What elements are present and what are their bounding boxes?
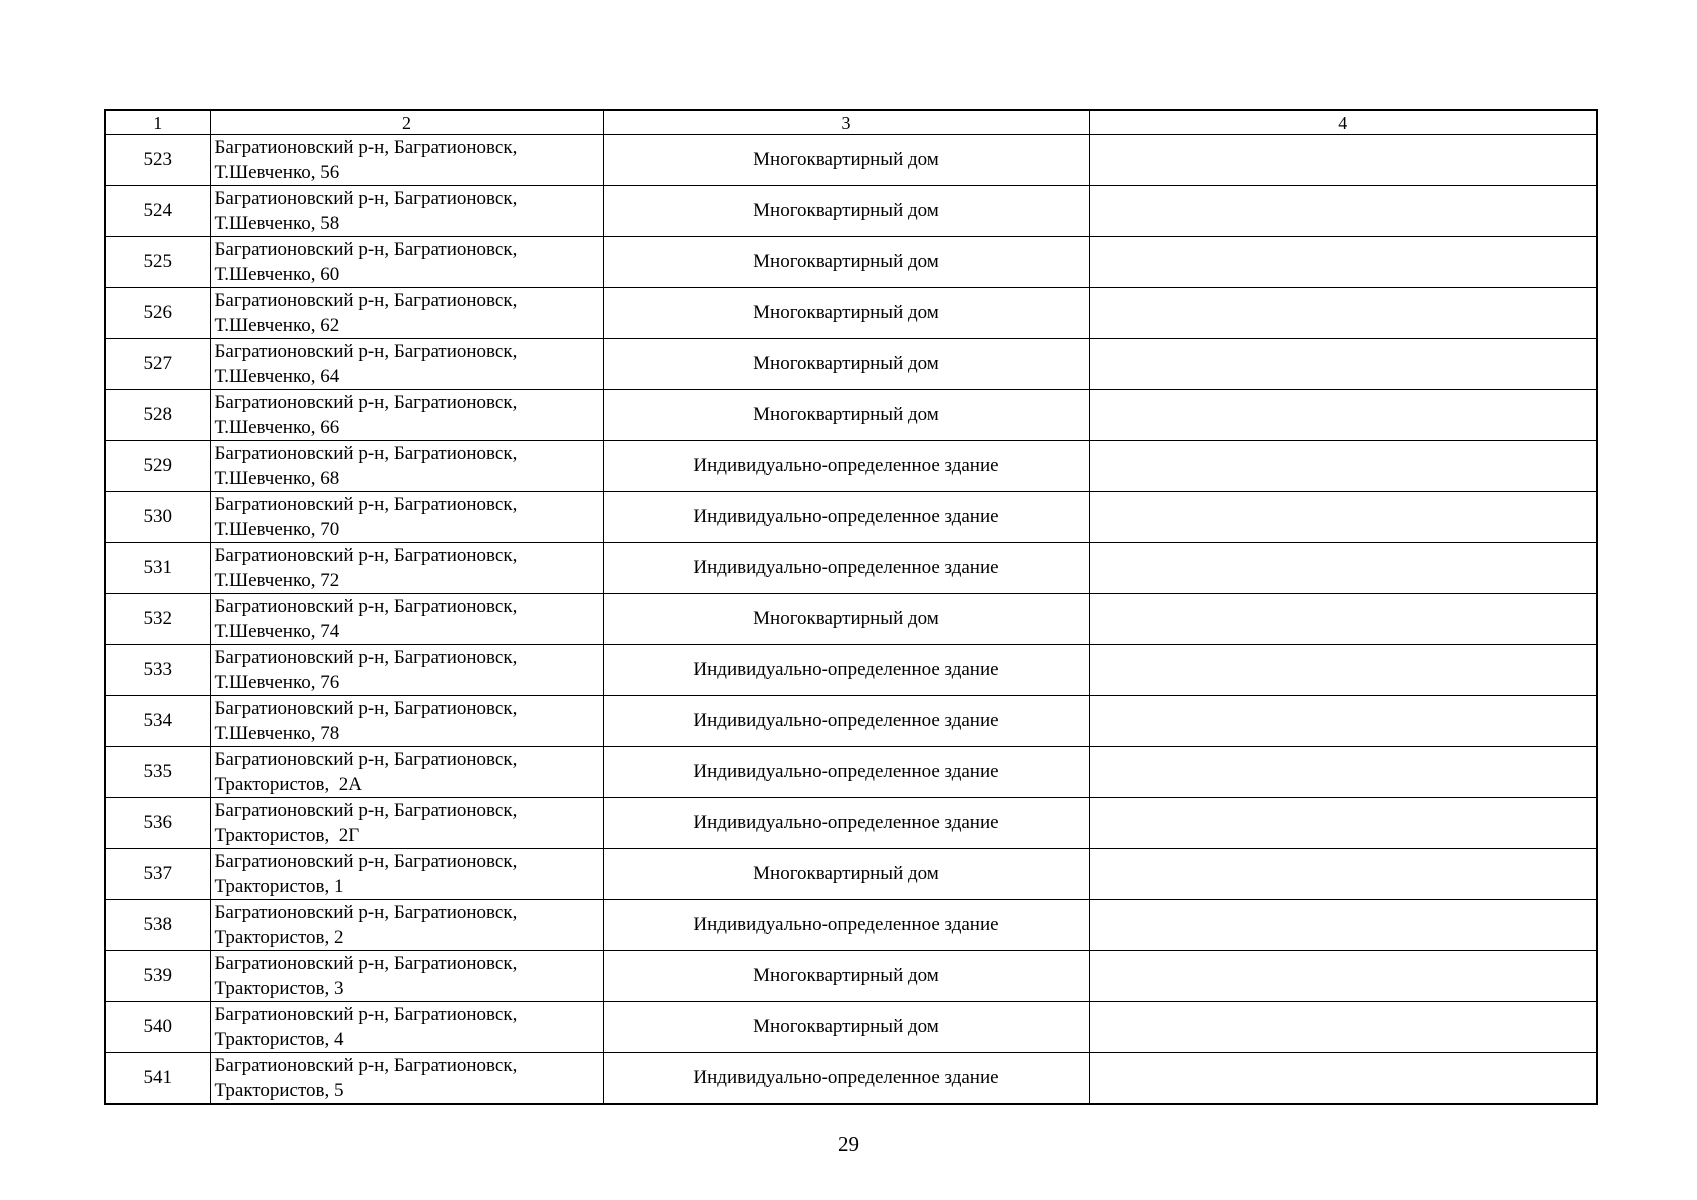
address-line-street: Трактористов, 2Г: [214, 825, 360, 846]
address-cell: [210, 696, 603, 747]
address-line-district: Багратионовский р-н, Багратионовск,: [214, 494, 518, 515]
row-number-cell: 534: [105, 696, 210, 747]
note-cell: [1089, 390, 1597, 441]
row-number-cell: 533: [105, 645, 210, 696]
address-line-street: Т.Шевченко, 60: [214, 264, 340, 285]
building-type-cell: Индивидуально-определенное здание: [603, 747, 1089, 798]
address-line-street: Т.Шевченко, 78: [214, 723, 340, 744]
table-row: [105, 441, 1597, 492]
table-row: [105, 1053, 1597, 1105]
page-number: 29: [838, 1132, 859, 1156]
building-type-cell: Многоквартирный дом: [603, 1002, 1089, 1053]
address-line-district: Багратионовский р-н, Багратионовск,: [214, 188, 518, 209]
address-line-district: Багратионовский р-н, Багратионовск,: [214, 1055, 518, 1076]
address-line-street: Т.Шевченко, 58: [214, 213, 340, 234]
address-line-district: Багратионовский р-н, Багратионовск,: [214, 341, 518, 362]
row-number-cell: 540: [105, 1002, 210, 1053]
table-row: [105, 645, 1597, 696]
row-number-cell: 538: [105, 900, 210, 951]
building-type-cell: Многоквартирный дом: [603, 288, 1089, 339]
address-line-street: Т.Шевченко, 62: [214, 315, 340, 336]
address-line-district: Багратионовский р-н, Багратионовск,: [214, 647, 518, 668]
address-cell: [210, 492, 603, 543]
address-cell: [210, 441, 603, 492]
table-header-row: [105, 110, 1597, 135]
row-number-cell: 529: [105, 441, 210, 492]
address-cell: [210, 849, 603, 900]
note-cell: [1089, 492, 1597, 543]
table-row: [105, 1002, 1597, 1053]
table-row: [105, 543, 1597, 594]
note-cell: [1089, 951, 1597, 1002]
address-line-district: Багратионовский р-н, Багратионовск,: [214, 698, 518, 719]
note-cell: [1089, 798, 1597, 849]
building-type-cell: Многоквартирный дом: [603, 390, 1089, 441]
address-line-district: Багратионовский р-н, Багратионовск,: [214, 953, 518, 974]
address-line-district: Багратионовский р-н, Багратионовск,: [214, 239, 518, 260]
note-cell: [1089, 237, 1597, 288]
note-cell: [1089, 441, 1597, 492]
table-row: [105, 594, 1597, 645]
building-type-cell: Индивидуально-определенное здание: [603, 900, 1089, 951]
row-number-cell: 526: [105, 288, 210, 339]
row-number-cell: 541: [105, 1053, 210, 1105]
note-cell: [1089, 186, 1597, 237]
building-type-cell: Индивидуально-определенное здание: [603, 492, 1089, 543]
row-number-cell: 525: [105, 237, 210, 288]
address-line-street: Т.Шевченко, 64: [214, 366, 340, 387]
address-line-street: Т.Шевченко, 68: [214, 468, 340, 489]
address-line-street: Трактористов, 2: [214, 927, 344, 948]
address-line-district: Багратионовский р-н, Багратионовск,: [214, 800, 518, 821]
building-type-cell: Индивидуально-определенное здание: [603, 1053, 1089, 1105]
address-cell: [210, 645, 603, 696]
note-cell: [1089, 288, 1597, 339]
address-line-street: Т.Шевченко, 72: [214, 570, 340, 591]
address-line-street: Трактористов, 3: [214, 978, 344, 999]
note-cell: [1089, 645, 1597, 696]
address-line-district: Багратионовский р-н, Багратионовск,: [214, 443, 518, 464]
table-row: [105, 288, 1597, 339]
address-line-district: Багратионовский р-н, Багратионовск,: [214, 290, 518, 311]
building-type-cell: Многоквартирный дом: [603, 339, 1089, 390]
address-line-district: Багратионовский р-н, Багратионовск,: [214, 902, 518, 923]
address-line-street: Т.Шевченко, 66: [214, 417, 340, 438]
table-body: [105, 110, 1597, 1104]
address-line-district: Багратионовский р-н, Багратионовск,: [214, 749, 518, 770]
building-type-cell: Многоквартирный дом: [603, 237, 1089, 288]
address-cell: [210, 237, 603, 288]
header-col-4: 4: [1089, 110, 1597, 135]
note-cell: [1089, 696, 1597, 747]
address-line-district: Багратионовский р-н, Багратионовск,: [214, 596, 518, 617]
note-cell: [1089, 594, 1597, 645]
row-number-cell: 530: [105, 492, 210, 543]
table-row: [105, 135, 1597, 186]
table-row: [105, 390, 1597, 441]
note-cell: [1089, 849, 1597, 900]
address-line-district: Багратионовский р-н, Багратионовск,: [214, 137, 518, 158]
address-line-district: Багратионовский р-н, Багратионовск,: [214, 545, 518, 566]
row-number-cell: 523: [105, 135, 210, 186]
address-cell: [210, 594, 603, 645]
note-cell: [1089, 747, 1597, 798]
address-cell: [210, 135, 603, 186]
building-type-cell: Многоквартирный дом: [603, 849, 1089, 900]
row-number-cell: 532: [105, 594, 210, 645]
table-row: [105, 492, 1597, 543]
table-row: [105, 900, 1597, 951]
address-cell: [210, 747, 603, 798]
address-line-street: Трактористов, 5: [214, 1080, 344, 1101]
address-cell: [210, 951, 603, 1002]
table-row: [105, 747, 1597, 798]
address-line-street: Т.Шевченко, 70: [214, 519, 340, 540]
row-number-cell: 524: [105, 186, 210, 237]
address-line-district: Багратионовский р-н, Багратионовск,: [214, 1004, 518, 1025]
building-type-cell: Индивидуально-определенное здание: [603, 645, 1089, 696]
address-cell: [210, 1053, 603, 1105]
building-type-cell: Индивидуально-определенное здание: [603, 798, 1089, 849]
address-cell: [210, 339, 603, 390]
address-cell: [210, 1002, 603, 1053]
row-number-cell: 528: [105, 390, 210, 441]
building-type-cell: Индивидуально-определенное здание: [603, 543, 1089, 594]
header-col-3: 3: [603, 110, 1089, 135]
header-col-2: 2: [210, 110, 603, 135]
address-line-street: Трактористов, 2А: [214, 774, 362, 795]
building-type-cell: Индивидуально-определенное здание: [603, 696, 1089, 747]
address-cell: [210, 390, 603, 441]
row-number-cell: 539: [105, 951, 210, 1002]
address-cell: [210, 288, 603, 339]
row-number-cell: 537: [105, 849, 210, 900]
address-cell: [210, 798, 603, 849]
note-cell: [1089, 135, 1597, 186]
note-cell: [1089, 1053, 1597, 1105]
table-row: [105, 237, 1597, 288]
row-number-cell: 531: [105, 543, 210, 594]
address-line-street: Трактористов, 4: [214, 1029, 344, 1050]
building-type-cell: Многоквартирный дом: [603, 951, 1089, 1002]
note-cell: [1089, 543, 1597, 594]
address-line-street: Т.Шевченко, 74: [214, 621, 340, 642]
address-cell: [210, 543, 603, 594]
row-number-cell: 535: [105, 747, 210, 798]
table-row: [105, 798, 1597, 849]
address-line-district: Багратионовский р-н, Багратионовск,: [214, 392, 518, 413]
note-cell: [1089, 900, 1597, 951]
address-cell: [210, 900, 603, 951]
address-line-street: Т.Шевченко, 76: [214, 672, 340, 693]
table-row: [105, 339, 1597, 390]
address-line-street: Т.Шевченко, 56: [214, 162, 340, 183]
header-col-1: 1: [105, 110, 210, 135]
building-type-cell: Индивидуально-определенное здание: [603, 441, 1089, 492]
table-row: [105, 186, 1597, 237]
table-row: [105, 849, 1597, 900]
table-row: [105, 696, 1597, 747]
building-type-cell: Многоквартирный дом: [603, 594, 1089, 645]
note-cell: [1089, 1002, 1597, 1053]
row-number-cell: 536: [105, 798, 210, 849]
row-number-cell: 527: [105, 339, 210, 390]
building-type-cell: Многоквартирный дом: [603, 186, 1089, 237]
property-table: [104, 109, 1598, 1105]
address-line-street: Трактористов, 1: [214, 876, 344, 897]
address-line-district: Багратионовский р-н, Багратионовск,: [214, 851, 518, 872]
table-row: [105, 951, 1597, 1002]
address-cell: [210, 186, 603, 237]
note-cell: [1089, 339, 1597, 390]
building-type-cell: Многоквартирный дом: [603, 135, 1089, 186]
